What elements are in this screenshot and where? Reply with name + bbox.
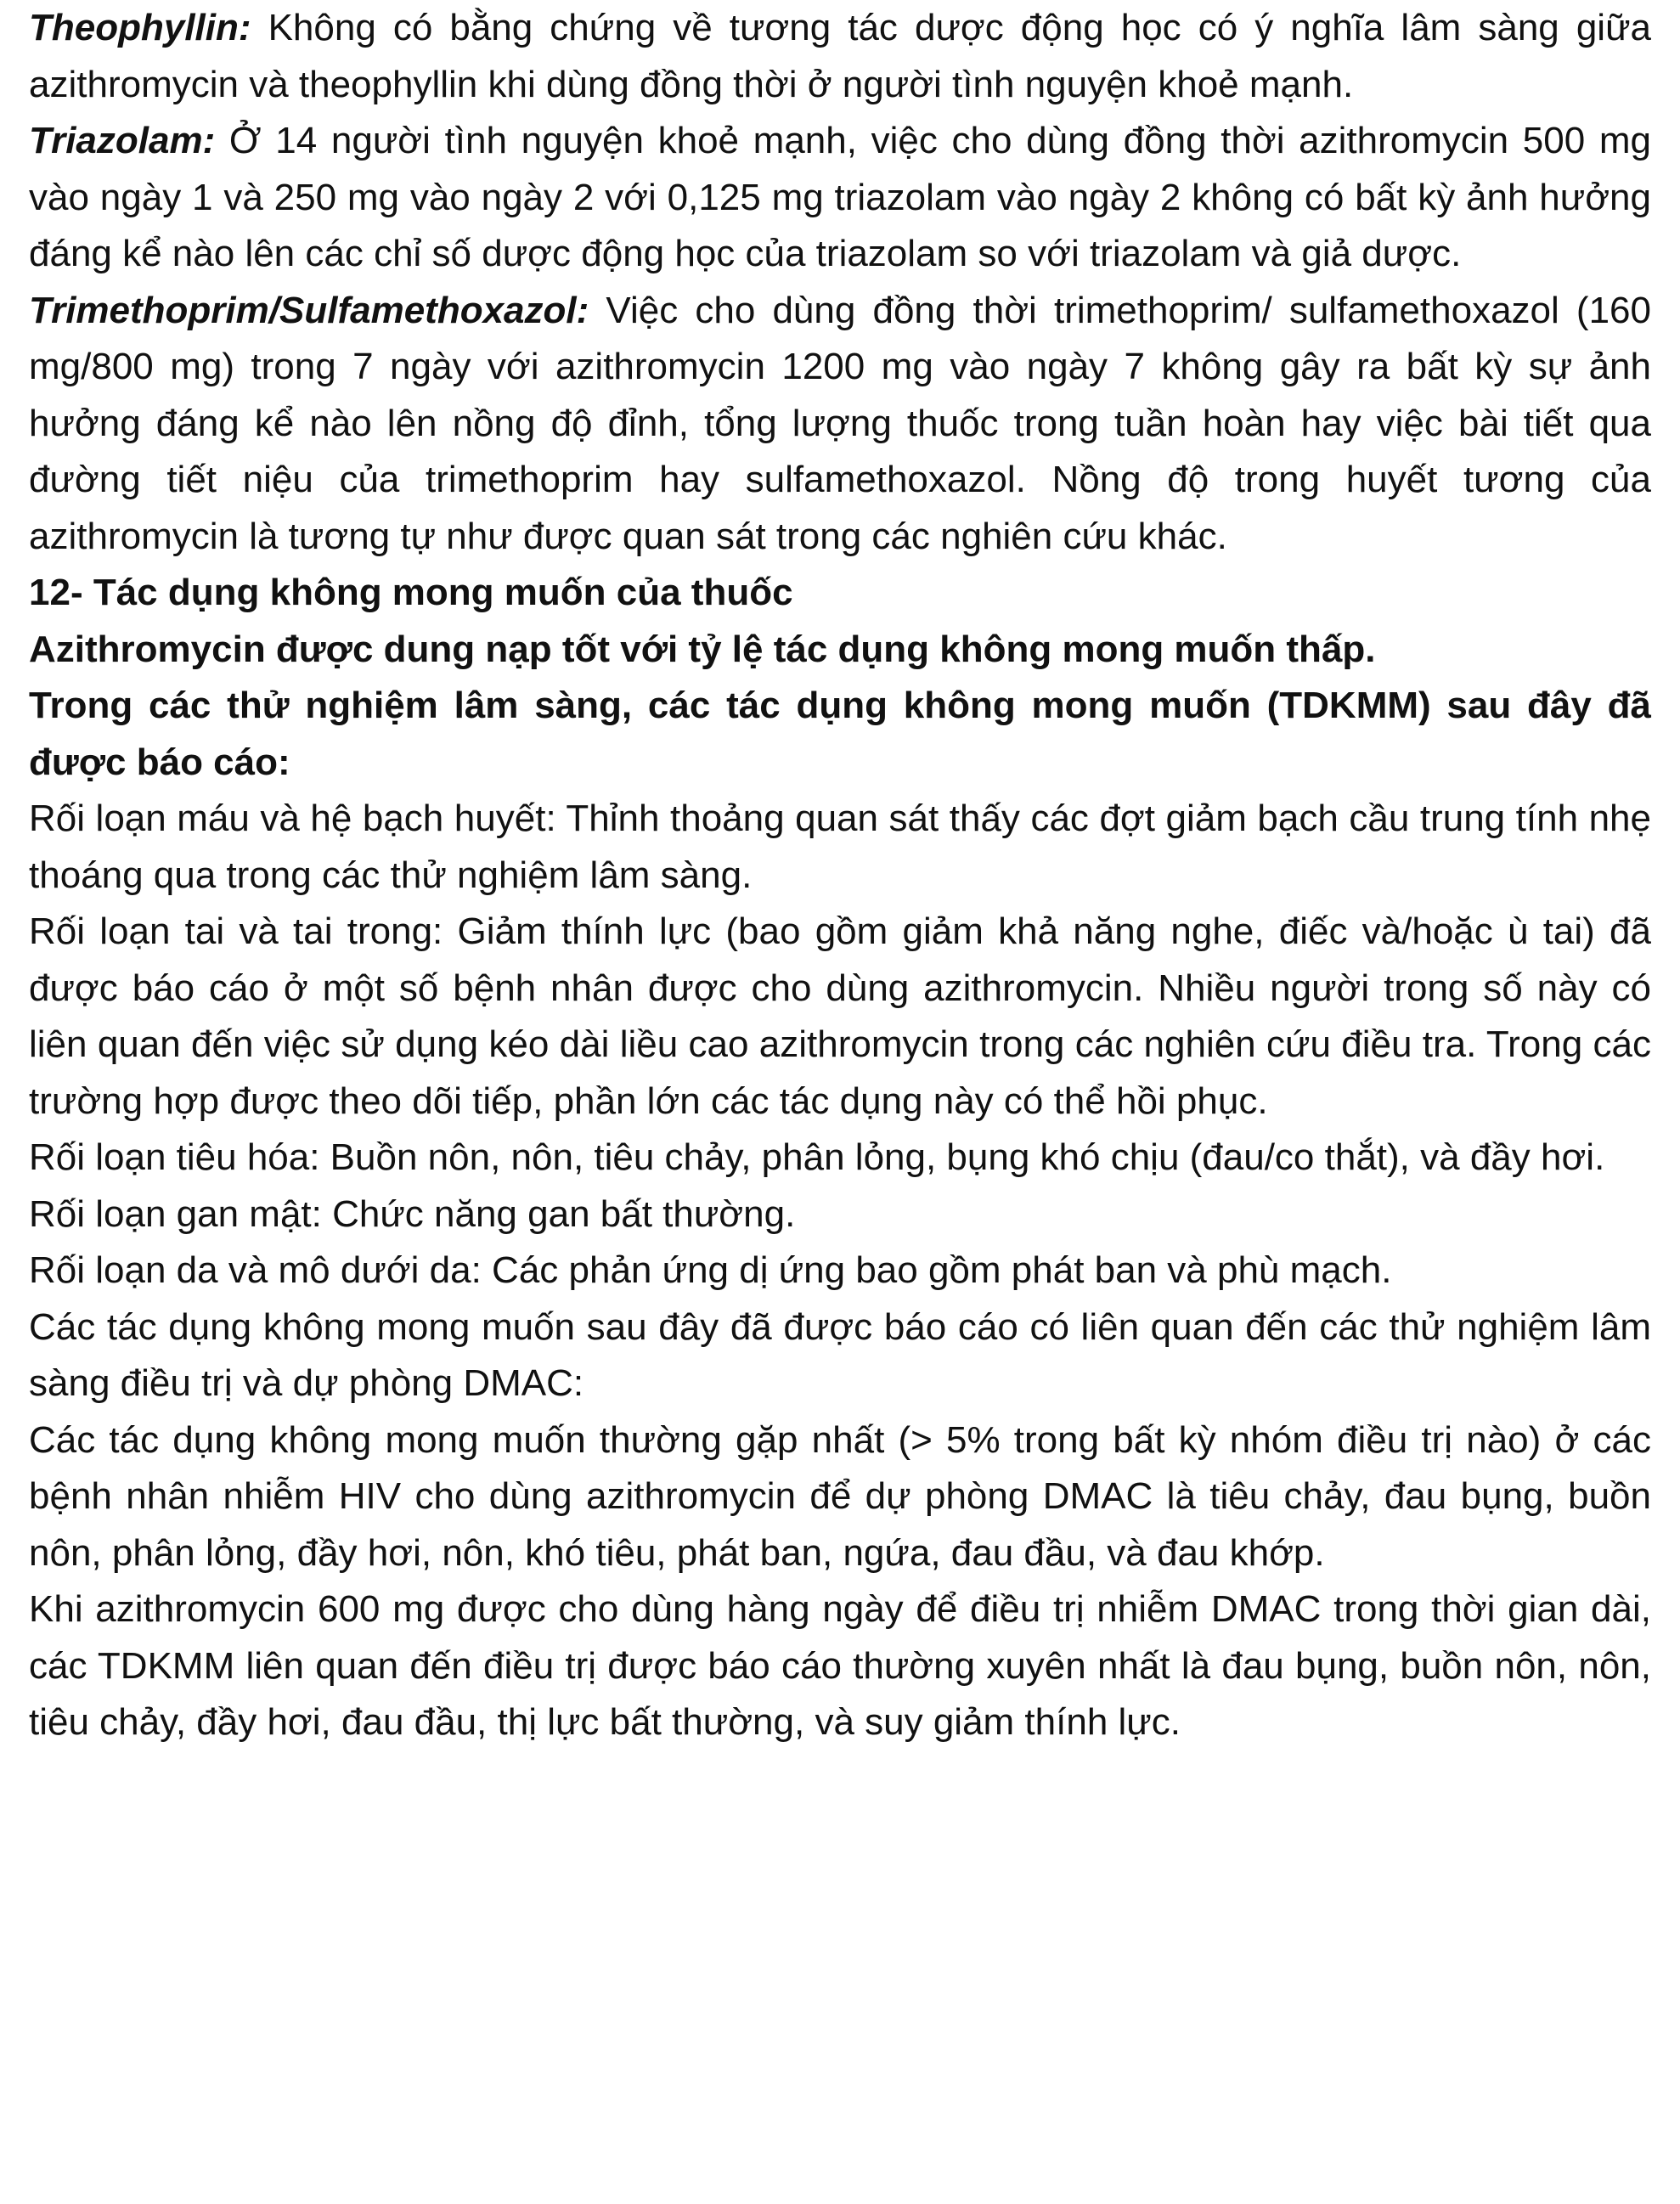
section-intro: Azithromycin được dung nạp tốt với tỷ lệ tác dụng không mong muốn thấp. <box>29 628 1376 670</box>
drug-term: Trimethoprim/Sulfamethoxazol: <box>29 289 589 331</box>
drug-term: Triazolam: <box>29 120 216 161</box>
paragraph-ear-disorders: Rối loạn tai và tai trong: Giảm thính lực (bao gồm giảm khả năng nghe, điếc và/hoặc ù tai) đã được báo cáo ở một số bệnh nhân được cho dùng azithromycin. Nhiều người trong số này có liên quan đến việc sử dụng kéo dài liều cao azithromycin trong các nghiên cứu điều tra. Trong các trường hợp được theo dõi tiếp, phần lớn các tác dụng này có thể hồi phục. <box>29 910 1651 1122</box>
paragraph-text: Việc cho dùng đồng thời trimethoprim/ sulfamethoxazol (160 mg/800 mg) trong 7 ngày với azithromycin 1200 mg vào ngày 7 không gây ra bất kỳ sự ảnh hưởng đáng kể nào lên nồng độ đỉnh, tổng lượng thuốc trong tuần hoàn hay việc bài tiết qua đường tiết niệu của trimethoprim hay sulfamethoxazol. Nồng độ trong huyết tương của azithromycin là tương tự như được quan sát trong các nghiên cứu khác. <box>29 289 1651 557</box>
paragraph-hepatobiliary: Rối loạn gan mật: Chức năng gan bất thường. <box>29 1192 796 1235</box>
paragraph-triazolam <box>29 113 1651 283</box>
paragraph-blood-disorders: Rối loạn máu và hệ bạch huyết: Thỉnh thoảng quan sát thấy các đợt giảm bạch cầu trung tính nhẹ thoáng qua trong các thử nghiệm lâm sàng. <box>29 798 1651 896</box>
paragraph-gi-disorders: Rối loạn tiêu hóa: Buồn nôn, nôn, tiêu chảy, phân lỏng, bụng khó chịu (đau/co thắt), và đầy hơi. <box>29 1136 1605 1178</box>
drug-term: Theophyllin: <box>29 7 251 48</box>
section-subintro: Trong các thử nghiệm lâm sàng, các tác dụng không mong muốn (TDKMM) sau đây đã được báo cáo: <box>29 685 1651 783</box>
paragraph-trimethoprim <box>29 283 1651 566</box>
paragraph-dmac-treatment: Khi azithromycin 600 mg được cho dùng hàng ngày để điều trị nhiễm DMAC trong thời gian dài, các TDKMM liên quan đến điều trị được báo cáo thường xuyên nhất là đau bụng, buồn nôn, nôn, tiêu chảy, đầy hơi, đau đầu, thị lực bất thường, và suy giảm thính lực. <box>29 1588 1651 1743</box>
paragraph-skin-disorders: Rối loạn da và mô dưới da: Các phản ứng dị ứng bao gồm phát ban và phù mạch. <box>29 1249 1392 1291</box>
paragraph-dmac-intro: Các tác dụng không mong muốn sau đây đã được báo cáo có liên quan đến các thử nghiệm lâm sàng điều trị và dự phòng DMAC: <box>29 1305 1651 1404</box>
paragraph-dmac-prophylaxis: Các tác dụng không mong muốn thường gặp nhất (> 5% trong bất kỳ nhóm điều trị nào) ở các bệnh nhân nhiễm HIV cho dùng azithromycin để dự phòng DMAC là tiêu chảy, đau bụng, buồn nôn, phân lỏng, đầy hơi, nôn, khó tiêu, phát ban, ngứa, đau đầu, và đau khớp. <box>29 1418 1651 1574</box>
document-page <box>29 0 1651 1751</box>
paragraph-text: Ở 14 người tình nguyện khoẻ mạnh, việc cho dùng đồng thời azithromycin 500 mg vào ngày 1 và 250 mg vào ngày 2 với 0,125 mg triazolam vào ngày 2 không có bất kỳ ảnh hưởng đáng kể nào lên các chỉ số dược động học của triazolam so với triazolam và giả dược. <box>29 120 1651 274</box>
section-heading: 12- Tác dụng không mong muốn của thuốc <box>29 572 793 613</box>
paragraph-theophyllin <box>29 0 1651 113</box>
paragraph-text: Không có bằng chứng về tương tác dược động học có ý nghĩa lâm sàng giữa azithromycin và theophyllin khi dùng đồng thời ở người tình nguyện khoẻ mạnh. <box>29 7 1651 105</box>
